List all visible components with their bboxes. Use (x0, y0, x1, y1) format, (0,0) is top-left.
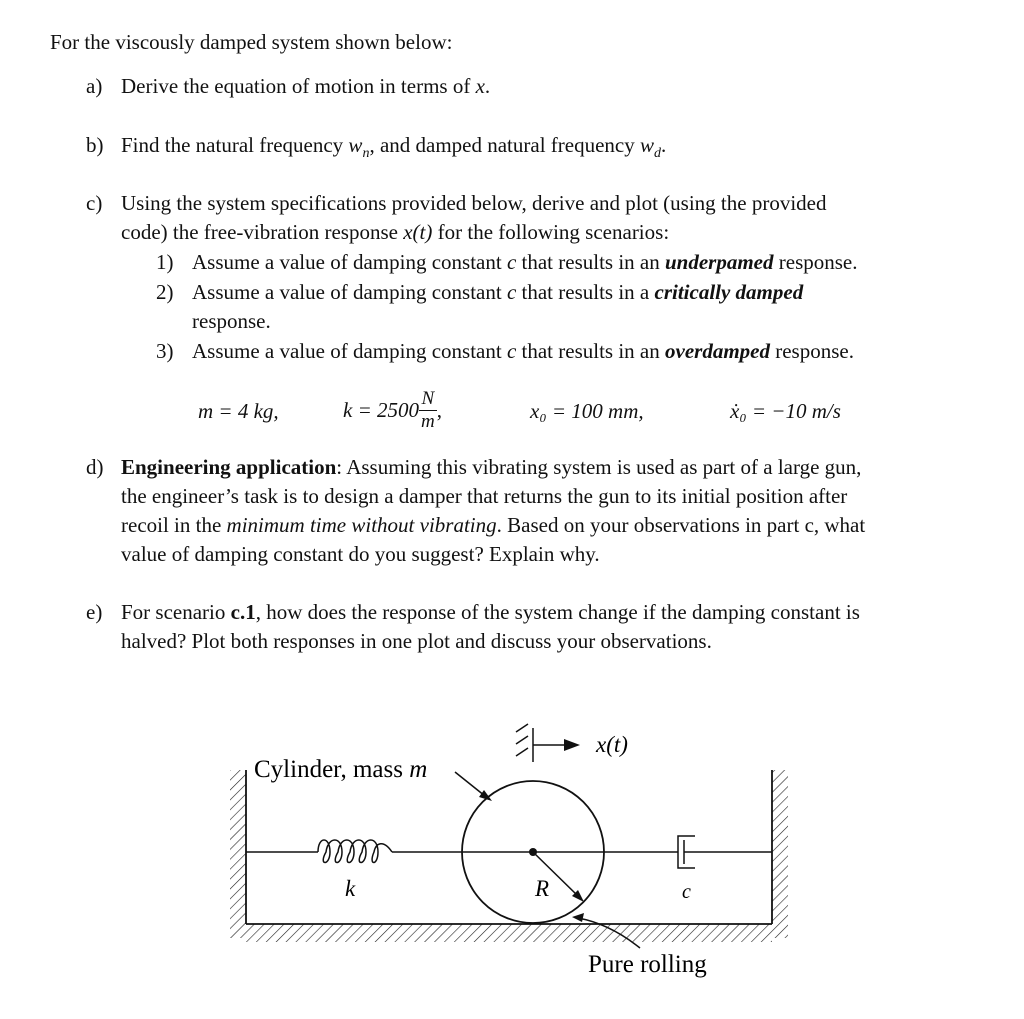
part-d-line1: Engineering application: Assuming this vibrating system is used as part of a large gun, (121, 455, 862, 479)
cylinder-label: Cylinder, mass m (254, 756, 428, 783)
part-c-item-2-continuation: response. (192, 309, 271, 333)
spec-initial-velocity: ẋ₀ = −10 m/s (730, 399, 841, 423)
spec-mass: m = 4 kg, (198, 399, 279, 423)
part-e-line1: For scenario c.1, how does the response of the system change if the damping constant is (121, 600, 860, 624)
displacement-indicator (516, 724, 566, 762)
intro-text: For the viscously damped system shown below: (50, 30, 453, 54)
part-b-marker: b) (86, 133, 104, 157)
rolling-pointer-head (572, 913, 584, 922)
ground (246, 924, 772, 942)
part-b-text: Find the natural frequency $w_n$, and damped natural frequency $w_d$. (121, 133, 667, 161)
part-c-item-3-marker: 3) (156, 339, 174, 363)
part-d-line2: the engineer’s task is to design a damper that returns the gun to its initial position after (121, 484, 848, 508)
part-a-text: Derive the equation of motion in terms of x. (121, 74, 491, 98)
part-c-item-2: Assume a value of damping constant c that results in a critically damped (192, 280, 804, 304)
part-e-marker: e) (86, 600, 103, 624)
left-wall (230, 770, 246, 938)
part-c-line1: Using the system specifications provided below, derive and plot (using the provided (121, 191, 827, 215)
part-c-item-2-marker: 2) (156, 280, 174, 304)
part-e-line2: halved? Plot both responses in one plot and discuss your observations. (121, 629, 712, 653)
spec-initial-displacement: x₀ = 100 mm, (530, 399, 644, 423)
damper-label: c (682, 881, 691, 903)
rolling-label: Pure rolling (588, 951, 707, 978)
displacement-arrowhead (564, 739, 580, 751)
spring (318, 840, 392, 863)
part-d-marker: d) (86, 455, 104, 479)
part-a-marker: a) (86, 74, 103, 98)
displacement-label: x(t) (596, 732, 628, 757)
right-wall (772, 770, 788, 938)
part-c-item-1: Assume a value of damping constant c that results in an underpamed response. (192, 250, 858, 274)
spring-label: k (345, 876, 356, 901)
spec-stiffness: k = 2500 $\frac{N}{m}$ , (343, 387, 442, 432)
part-c-marker: c) (86, 191, 103, 215)
part-d-line4: value of damping constant do you suggest? Explain why. (121, 542, 600, 566)
part-c-line2: code) the free-vibration response x(t) for the following scenarios: (121, 220, 670, 244)
cylinder-pointer (455, 772, 485, 796)
part-d-line3: recoil in the minimum time without vibrating. Based on your observations in part c, what (121, 513, 866, 537)
part-c-item-3: Assume a value of damping constant c that results in an overdamped response. (192, 339, 854, 363)
part-c-item-1-marker: 1) (156, 250, 174, 274)
radius-label: R (535, 876, 550, 901)
